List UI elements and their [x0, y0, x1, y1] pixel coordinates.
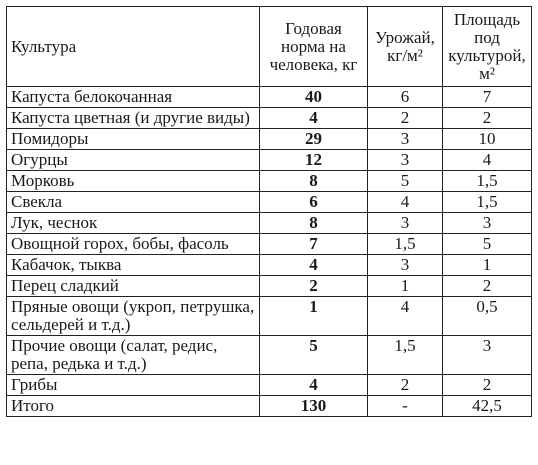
cell-crop: Итого — [7, 396, 260, 417]
cell-area: 10 — [443, 129, 532, 150]
table-row — [7, 150, 532, 171]
crops-table — [6, 6, 532, 417]
cell-norm: 5 — [260, 336, 368, 375]
cell-area: 4 — [443, 150, 532, 171]
cell-norm: 8 — [260, 213, 368, 234]
cell-area: 1,5 — [443, 192, 532, 213]
cell-yield: - — [368, 396, 443, 417]
cell-norm: 4 — [260, 375, 368, 396]
cell-crop: Кабачок, тыква — [7, 255, 260, 276]
cell-yield: 5 — [368, 171, 443, 192]
header-row — [7, 7, 532, 87]
cell-area: 42,5 — [443, 396, 532, 417]
cell-yield: 1,5 — [368, 336, 443, 375]
table-row — [7, 171, 532, 192]
cell-norm: 40 — [260, 87, 368, 108]
cell-yield: 1,5 — [368, 234, 443, 255]
cell-norm: 12 — [260, 150, 368, 171]
cell-yield: 4 — [368, 297, 443, 336]
cell-crop: Грибы — [7, 375, 260, 396]
cell-area: 1 — [443, 255, 532, 276]
cell-norm: 130 — [260, 396, 368, 417]
cell-yield: 2 — [368, 108, 443, 129]
table-row — [7, 87, 532, 108]
cell-area: 7 — [443, 87, 532, 108]
cell-norm: 2 — [260, 276, 368, 297]
header-norm: Годовая норма на человека, кг — [260, 7, 368, 87]
cell-area: 2 — [443, 276, 532, 297]
table-row — [7, 375, 532, 396]
cell-crop: Помидоры — [7, 129, 260, 150]
cell-yield: 4 — [368, 192, 443, 213]
cell-area: 1,5 — [443, 171, 532, 192]
cell-norm: 8 — [260, 171, 368, 192]
table-row — [7, 108, 532, 129]
cell-yield: 6 — [368, 87, 443, 108]
cell-crop: Прочие овощи (салат, редис, репа, редька и т.д.) — [7, 336, 260, 375]
cell-crop: Свекла — [7, 192, 260, 213]
table-row — [7, 129, 532, 150]
cell-area: 0,5 — [443, 297, 532, 336]
cell-crop: Капуста белокочанная — [7, 87, 260, 108]
cell-yield: 3 — [368, 255, 443, 276]
cell-area: 5 — [443, 234, 532, 255]
table-row — [7, 297, 532, 336]
cell-crop: Овощной горох, бобы, фасоль — [7, 234, 260, 255]
cell-crop: Огурцы — [7, 150, 260, 171]
cell-area: 2 — [443, 375, 532, 396]
cell-area: 3 — [443, 213, 532, 234]
cell-crop: Морковь — [7, 171, 260, 192]
cell-norm: 1 — [260, 297, 368, 336]
cell-norm: 4 — [260, 255, 368, 276]
cell-yield: 1 — [368, 276, 443, 297]
cell-crop: Лук, чеснок — [7, 213, 260, 234]
cell-yield: 3 — [368, 213, 443, 234]
header-crop: Культура — [7, 7, 260, 87]
cell-yield: 3 — [368, 129, 443, 150]
table-row — [7, 213, 532, 234]
cell-area: 2 — [443, 108, 532, 129]
cell-yield: 3 — [368, 150, 443, 171]
cell-crop: Пряные овощи (укроп, петрушка, сельдерей и т.д.) — [7, 297, 260, 336]
header-yield: Урожай, кг/м² — [368, 7, 443, 87]
table-row — [7, 192, 532, 213]
table-row — [7, 234, 532, 255]
cell-norm: 7 — [260, 234, 368, 255]
cell-yield: 2 — [368, 375, 443, 396]
table-row — [7, 276, 532, 297]
cell-area: 3 — [443, 336, 532, 375]
table-row — [7, 396, 532, 417]
header-area: Площадь под культурой, м² — [443, 7, 532, 87]
cell-crop: Перец сладкий — [7, 276, 260, 297]
table-row — [7, 336, 532, 375]
table-row — [7, 255, 532, 276]
cell-norm: 29 — [260, 129, 368, 150]
cell-norm: 4 — [260, 108, 368, 129]
cell-norm: 6 — [260, 192, 368, 213]
cell-crop: Капуста цветная (и другие виды) — [7, 108, 260, 129]
